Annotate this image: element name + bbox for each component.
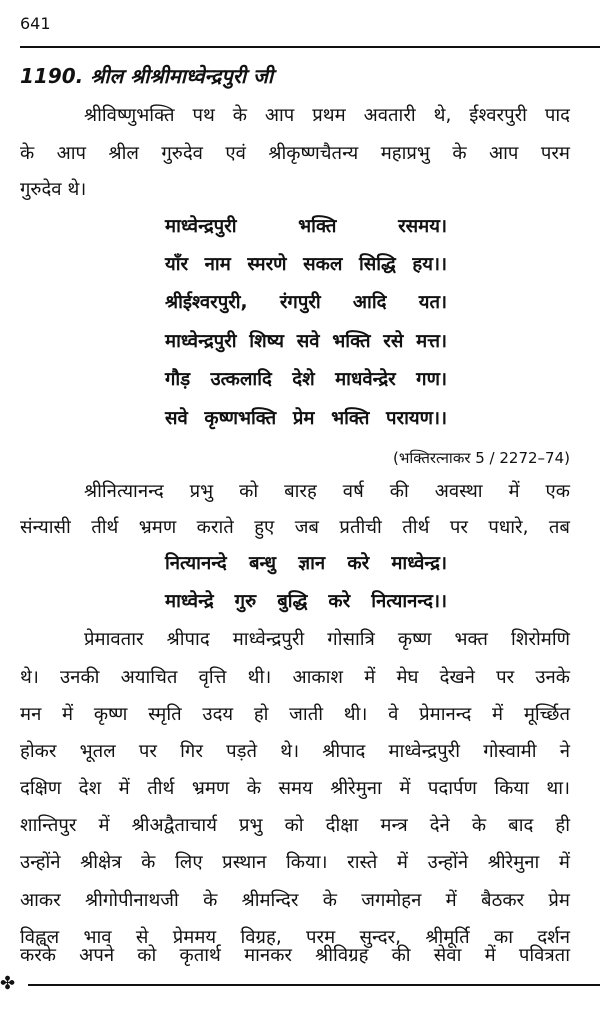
para1-line: गुरुदेव थे। [20, 179, 87, 200]
verse1-line: श्रीईश्वरपुरी, रंगपुरी आदि यत। [165, 292, 447, 313]
para3-line: प्रेमावतार श्रीपाद माध्वेन्द्रपुरी गोसात्रि कृष्ण भक्त शिरोमणि [84, 629, 570, 650]
para2-line: संन्यासी तीर्थ भ्रमण कराते हुए जब प्रतीची तीर्थ पर पधारे, तब [20, 517, 570, 538]
verse1-line: याँर नाम स्मरणे सकल सिद्धि हय।। [165, 254, 447, 275]
para3-line: करके अपने को कृतार्थ मानकर श्रीविग्रह की सेवा में पवित्रता [20, 945, 570, 966]
para3-line: मन में कृष्ण स्मृति उदय हो जाती थी। वे प्रेमानन्द में मूर्च्छित [20, 704, 570, 725]
para3-line: शान्तिपुर में श्रीअद्वैताचार्य प्रभु को दीक्षा मन्त्र देने के बाद ही [20, 815, 570, 836]
para3-line: दक्षिण देश में तीर्थ भ्रमण के समय श्रीरेमुना में पदार्पण किया था। [20, 778, 570, 799]
para1-line: के आप श्रील गुरुदेव एवं श्रीकृष्णचैतन्य महाप्रभु के आप परम [20, 143, 570, 164]
page-number: 641 [20, 14, 51, 33]
verse2-line: माध्वेन्द्रे गुरु बुद्धि करे नित्यानन्द।। [165, 591, 447, 612]
para3-line: उन्होंने श्रीक्षेत्र के लिए प्रस्थान किया। रास्ते में उन्होंने श्रीरेमुना में [20, 852, 570, 873]
verse1-line: माध्वेन्द्रपुरी शिष्य सवे भक्ति रसे मत्त। [165, 331, 447, 352]
verse1-line: माध्वेन्द्रपुरी भक्ति रसमय। [165, 216, 447, 237]
para1-line: श्रीविष्णुभक्ति पथ के आप प्रथम अवतारी थे, ईश्वरपुरी पाद [84, 105, 570, 126]
verse1-line: सवे कृष्णभक्ति प्रेम भक्ति परायण।। [165, 408, 447, 429]
bottom-rule [28, 984, 600, 986]
para3-line: विह्वल भाव से प्रेममय विग्रह, परम सुन्दर, श्रीमूर्ति का दर्शन [20, 927, 570, 948]
entry-heading: 1190. श्रील श्रीश्रीमाध्वेन्द्रपुरी जी [20, 64, 274, 88]
para3-line: होकर भूतल पर गिर पड़ते थे। श्रीपाद माध्वेन्द्रपुरी गोस्वामी ने [20, 741, 570, 762]
citation: (भक्तिरत्नाकर 5 / 2272–74) [393, 449, 570, 467]
para3-line: थे। उनकी अयाचित वृत्ति थी। आकाश में मेघ देखने पर उनके [20, 667, 570, 688]
verse1-line: गौड़ उत्कलादि देशे माधवेन्द्रेर गण। [165, 369, 447, 390]
ornament-icon: ✤ [0, 973, 16, 994]
para3-line: आकर श्रीगोपीनाथजी के श्रीमन्दिर के जगमोहन में बैठकर प्रेम [20, 890, 570, 911]
para2-line: श्रीनित्यानन्द प्रभु को बारह वर्ष की अवस्था में एक [84, 481, 570, 502]
verse2-line: नित्यानन्दे बन्धु ज्ञान करे माध्वेन्द्र। [165, 553, 447, 574]
top-rule [20, 46, 600, 48]
